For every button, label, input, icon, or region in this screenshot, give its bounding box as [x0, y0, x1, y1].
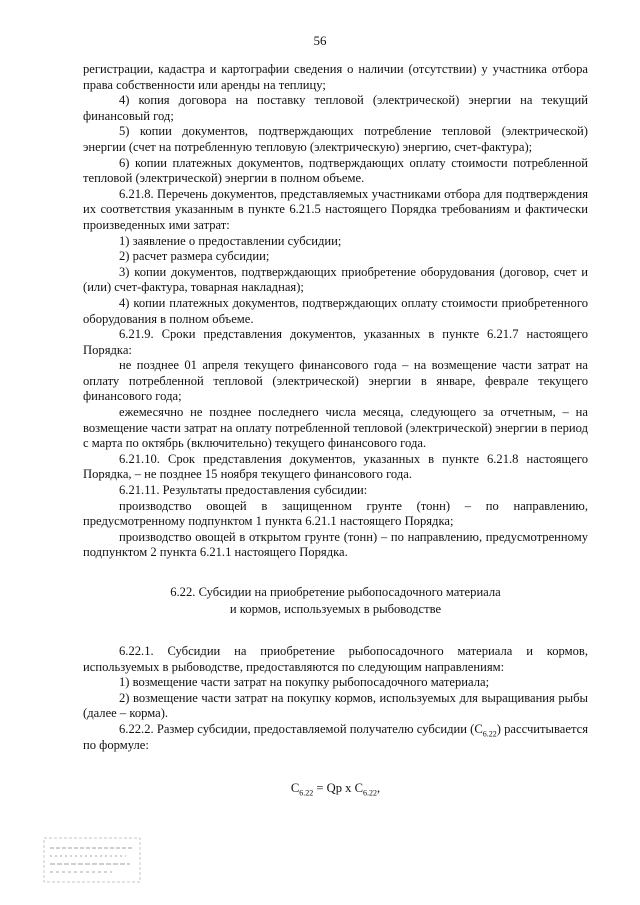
formula-rhs-subscript: 6.22: [363, 788, 378, 798]
subscript: 6.22: [482, 729, 497, 739]
document-body: [83, 62, 588, 797]
list-item: 1) заявление о предоставлении субсидии;: [119, 233, 342, 248]
result-item: производство овощей в защищенном грунте (тонн) – по направлению, предусмотренному подпунктом 1 пункта 6.21.1 настоящего Порядка;: [83, 498, 588, 529]
clause-6-22-2-text-end: ) рассчитывается по формуле:: [83, 721, 588, 752]
section-heading-line1: 6.22. Субсидии на приобретение рыбопосадочного материала: [170, 585, 501, 599]
clause-6-21-10: 6.21.10. Срок представления документов, указанных в пункте 6.21.8 настоящего Порядка, – не позднее 15 ноября текущего финансового года.: [83, 451, 588, 482]
list-item: 2) возмещение части затрат на покупку кормов, используемых для выращивания рыбы (далее – корма).: [83, 690, 588, 721]
list-item: 5) копии документов, подтверждающих потребление тепловой (электрической) энергии (счет на потребленную тепловую (электрическую) энергию, счет-фактура);: [83, 124, 588, 154]
list-item: 1) возмещение части затрат на покупку рыбопосадочного материала;: [119, 675, 490, 690]
deadline-item: ежемесячно не позднее последнего числа месяца, следующего за отчетным, – на возмещение части затрат на оплату потребленной тепловой (электрической) энергии в период с марта по октябрь (включительно) текущего финансового года.: [83, 405, 588, 451]
list-item: 2) расчет размера субсидии;: [119, 249, 270, 264]
clause-6-21-11: 6.21.11. Результаты предоставления субсидии:: [119, 483, 368, 498]
list-item: 3) копии документов, подтверждающих приобретение оборудования (договор, счет и (или) счет-фактура, товарная накладная);: [83, 264, 588, 295]
formula-end: ,: [377, 781, 381, 796]
list-item: 4) копия договора на поставку тепловой (электрической) энергии на текущий финансовый год;: [83, 93, 588, 123]
paragraph-continuation: регистрации, кадастра и картографии сведения о наличии (отсутствии) у участника отбора права собственности или аренды на теплицу;: [83, 62, 588, 92]
clause-6-22-2-text: 6.22.2. Размер субсидии, предоставляемой получателю субсидии (C: [119, 721, 483, 736]
list-item: 6) копии платежных документов, подтверждающих оплату стоимости потребленной тепловой (электрической) энергии в полном объеме.: [83, 155, 588, 186]
formula-lhs: C: [290, 781, 300, 796]
clause-6-21-8: 6.21.8. Перечень документов, представляемых участниками отбора для подтверждения их соответствия указанным в пункте 6.21.5 настоящего Порядка требованиям и фактически произведенных ими затрат:: [83, 186, 588, 232]
formula-middle: = Qp x C: [313, 781, 364, 796]
list-item: 4) копии платежных документов, подтверждающих оплату стоимости приобретенного оборудования в полном объеме.: [83, 295, 588, 326]
clause-6-22-2: [83, 722, 588, 753]
clause-6-22-1: 6.22.1. Субсидии на приобретение рыбопосадочного материала и кормов, используемых в рыбоводстве, предоставляются по следующим направлениям:: [83, 644, 588, 674]
deadline-item: не позднее 01 апреля текущего финансового года – на возмещение части затрат на оплату потребленной тепловой (электрической) энергии в январе, феврале текущего финансового года;: [83, 358, 588, 404]
formula-lhs-subscript: 6.22: [299, 788, 314, 798]
formula: [83, 781, 588, 797]
clause-6-21-9: 6.21.9. Сроки представления документов, указанных в пункте 6.21.7 настоящего Порядка:: [83, 327, 588, 357]
page-number: 56: [313, 33, 327, 48]
faded-stamp-image: [42, 836, 142, 884]
section-heading: [83, 584, 588, 618]
section-heading-line2: и кормов, используемых в рыбоводстве: [229, 602, 442, 616]
result-item: производство овощей в открытом грунте (тонн) – по направлению, предусмотренному подпунктом 2 пункта 6.21.1 настоящего Порядка.: [83, 529, 588, 560]
